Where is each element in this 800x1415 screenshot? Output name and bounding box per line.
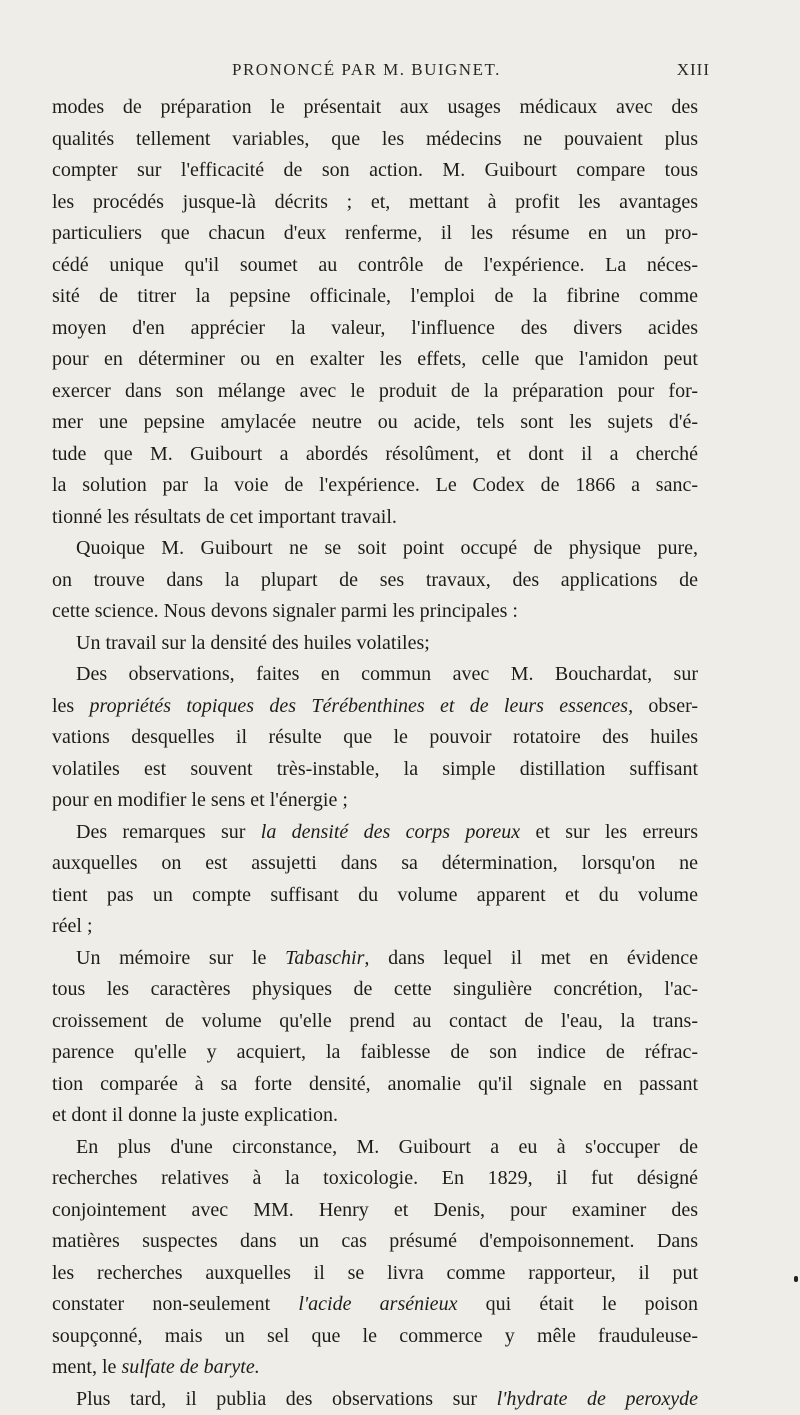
text-line: sité de titrer la pepsine officinale, l'emploi de la fibrine comme	[52, 281, 698, 313]
text-segment: Des remarques sur	[76, 821, 261, 843]
text-segment: qui était le poison	[457, 1293, 698, 1315]
text-line: les procédés jusque-là décrits ; et, mettant à profit les avantages	[52, 187, 698, 219]
italic-phrase: la densité des corps poreux	[261, 821, 520, 843]
text-line: Quoique M. Guibourt ne se soit point occupé de physique pure,	[52, 533, 698, 565]
text-line: volatiles est souvent très-instable, la simple distillation suffisant	[52, 754, 698, 786]
text-line	[52, 943, 698, 975]
text-line: auxquelles on est assujetti dans sa détermination, lorsqu'on ne	[52, 848, 698, 880]
text-line	[52, 1352, 698, 1384]
text-line: soupçonné, mais un sel que le commerce y mêle frauduleuse-	[52, 1321, 698, 1353]
text-line: conjointement avec MM. Henry et Denis, pour examiner des	[52, 1195, 698, 1227]
text-segment: , dans lequel il met en évidence	[364, 947, 698, 969]
text-line: tude que M. Guibourt a abordés résolûment, et dont il a cherché	[52, 439, 698, 471]
text-line: exercer dans son mélange avec le produit de la préparation pour for-	[52, 376, 698, 408]
text-line: pour en déterminer ou en exalter les effets, celle que l'amidon peut	[52, 344, 698, 376]
text-line: Un travail sur la densité des huiles volatiles;	[52, 628, 698, 660]
text-line: pour en modifier le sens et l'énergie ;	[52, 785, 698, 817]
running-title: PRONONCÉ PAR M. BUIGNET.	[232, 60, 501, 80]
text-line	[52, 691, 698, 723]
text-line: tous les caractères physiques de cette singulière concrétion, l'ac-	[52, 974, 698, 1006]
text-line: vations desquelles il résulte que le pouvoir rotatoire des huiles	[52, 722, 698, 754]
text-line: Des observations, faites en commun avec M. Bouchardat, sur	[52, 659, 698, 691]
text-line: croissement de volume qu'elle prend au contact de l'eau, la trans-	[52, 1006, 698, 1038]
text-line	[52, 1289, 698, 1321]
text-line: compter sur l'efficacité de son action. M. Guibourt compare tous	[52, 155, 698, 187]
text-line: matières suspectes dans un cas présumé d'empoisonnement. Dans	[52, 1226, 698, 1258]
text-line: réel ;	[52, 911, 698, 943]
text-line: particuliers que chacun d'eux renferme, il les résume en un pro-	[52, 218, 698, 250]
text-line: moyen d'en apprécier la valeur, l'influence des divers acides	[52, 313, 698, 345]
text-segment: et sur les erreurs	[520, 821, 698, 843]
text-line: tionné les résultats de cet important travail.	[52, 502, 698, 534]
italic-phrase: Tabaschir	[285, 947, 364, 969]
text-line: tion comparée à sa forte densité, anomalie qu'il signale en passant	[52, 1069, 698, 1101]
body-text	[52, 92, 698, 1415]
text-line: cette science. Nous devons signaler parmi les principales :	[52, 596, 698, 628]
text-line: les recherches auxquelles il se livra comme rapporteur, il put	[52, 1258, 698, 1290]
text-segment: ment, le	[52, 1356, 121, 1378]
text-line: et dont il donne la juste explication.	[52, 1100, 698, 1132]
text-segment: obser-	[633, 695, 698, 717]
text-line	[52, 1384, 698, 1415]
page-number: XIII	[660, 60, 710, 80]
italic-phrase: sulfate de baryte.	[121, 1356, 259, 1378]
page-header	[0, 58, 800, 88]
italic-phrase: l'hydrate de peroxyde	[497, 1388, 698, 1410]
text-line: modes de préparation le présentait aux usages médicaux avec des	[52, 92, 698, 124]
italic-phrase: l'acide arsénieux	[298, 1293, 457, 1315]
print-speck	[794, 1276, 798, 1282]
text-line: qualités tellement variables, que les médecins ne pouvaient plus	[52, 124, 698, 156]
text-segment: les	[52, 695, 90, 717]
text-segment: Plus tard, il publia des observations sur	[76, 1388, 497, 1410]
text-segment: Un mémoire sur le	[76, 947, 285, 969]
text-line: parence qu'elle y acquiert, la faiblesse de son indice de réfrac-	[52, 1037, 698, 1069]
text-line: recherches relatives à la toxicologie. En 1829, il fut désigné	[52, 1163, 698, 1195]
text-line: mer une pepsine amylacée neutre ou acide, tels sont les sujets d'é-	[52, 407, 698, 439]
text-line: tient pas un compte suffisant du volume apparent et du volume	[52, 880, 698, 912]
text-line: cédé unique qu'il soumet au contrôle de l'expérience. La néces-	[52, 250, 698, 282]
text-line: on trouve dans la plupart de ses travaux, des applications de	[52, 565, 698, 597]
text-segment: constater non-seulement	[52, 1293, 298, 1315]
text-line: En plus d'une circonstance, M. Guibourt a eu à s'occuper de	[52, 1132, 698, 1164]
text-line	[52, 817, 698, 849]
italic-phrase: propriétés topiques des Térébenthines et de leurs essences,	[90, 695, 634, 717]
text-line: la solution par la voie de l'expérience. Le Codex de 1866 a sanc-	[52, 470, 698, 502]
